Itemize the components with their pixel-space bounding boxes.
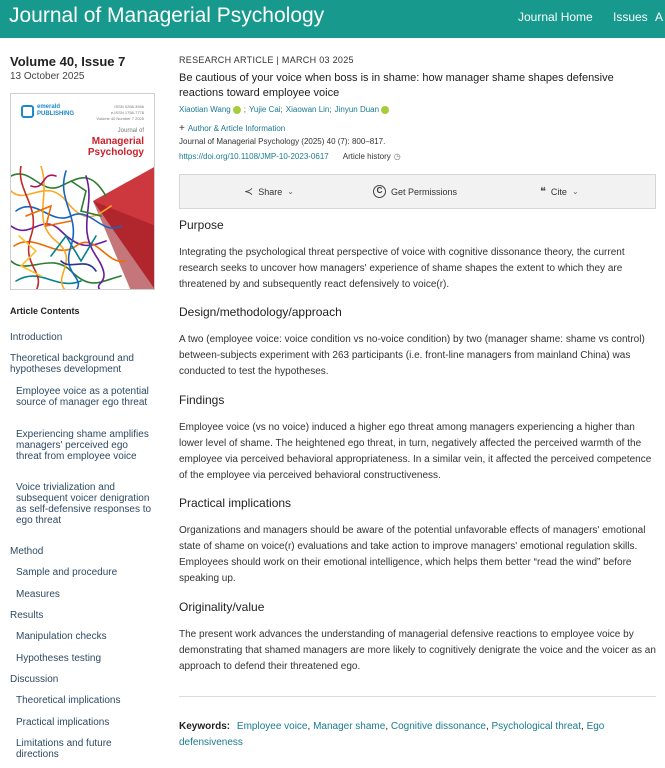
get-permissions-label: Get Permissions [391,186,458,197]
toc-employee-voice-ego-threat[interactable]: Employee voice as a potential source of manager ego threat [16,386,149,408]
keyword-link[interactable]: Ego defensiveness [179,721,605,748]
keywords: Keywords: Employee voice, Manager shame, Cognitive dissonance, Psychological threat, Ego defensiveness [179,721,605,748]
cover-issn-line: Volume 40 Number 7 2025 [96,116,144,121]
plus-icon: + [179,123,185,134]
section-heading-practical: Practical implications [179,496,292,510]
keyword-link[interactable]: Employee voice [236,721,308,732]
cover-brand-sub: PUBLISHING [37,111,75,117]
section-body-findings: Employee voice (vs no voice) induced a higher ego threat among managers experiencing a higher than lower level of shame. The heightened ego threat, in turn, negatively affected the perceived warmth of the employee via perceived behavioral appropriateness. In a similar vein, it affected the perceived competence of the employee via perceived behavioral constructiveness. [179,422,652,481]
keyword-link[interactable]: Cognitive dissonance [390,721,486,732]
author-separator: ; [280,105,283,114]
author-name[interactable]: Yujie Cai [248,105,281,114]
emerald-logo [21,104,74,118]
toc-voice-trivialization[interactable]: Voice trivialization and subsequent voicer denigration as self-defensive responses to ego threat [16,482,152,526]
toc-method[interactable]: Method [10,546,44,557]
cover-issn-line: ISSN 0268-3946 [114,104,144,109]
cover-title-line: Managerial [91,136,144,147]
quote-icon: ❝ [540,186,546,198]
section-body-design: A two (employee voice: voice condition vs no-voice condition) by two (manager shame: shame vs control) between-subjects experiment with 263 participants (i.e. front-line managers from mainland China) was conducted to test the hypotheses. [179,334,645,377]
nav-more[interactable]: A [655,10,664,24]
keywords-label: Keywords: [179,721,231,732]
journal-cover[interactable] [10,93,155,290]
author-name[interactable]: Jinyun Duan [334,105,380,114]
section-body-practical: Organizations and managers should be aware of the potential unfavorable effects of managers' emotional state of shame on voice(r) evaluations and take action to improve managers' emotional regulation skills. Employees should work on their emotional intelligence, which helps them better “read the wind” before speaking up. [179,525,646,584]
issue-date: 13 October 2025 [10,71,85,82]
author-info-toggle[interactable] [179,123,285,134]
toc-theoretical-implications[interactable]: Theoretical implications [16,695,121,706]
citation-line: Journal of Managerial Psychology (2025) 40 (7): 800–817. [179,137,386,146]
share-button[interactable] [244,185,294,198]
author-list [179,105,392,114]
nav-journal-home[interactable]: Journal Home [518,10,593,24]
author-separator: ; [329,105,332,114]
cover-issn [96,104,144,122]
author-info-label: Author & Article Information [187,124,286,133]
share-icon: ≺ [244,186,254,198]
journal-title[interactable]: Journal of Managerial Psychology [9,4,325,27]
copyright-icon: C [373,185,386,198]
author-separator: ; [243,105,246,114]
toc-manipulation-checks[interactable]: Manipulation checks [16,631,107,642]
get-permissions-button[interactable] [373,185,457,198]
article-type-date: RESEARCH ARTICLE | MARCH 03 2025 [179,55,354,65]
section-heading-findings: Findings [179,393,225,407]
issue-volume[interactable]: Volume 40, Issue 7 [10,54,126,69]
section-body-purpose: Integrating the psychological threat perspective of voice with cognitive dissonance theory, the current research seeks to uncover how managers' experience of shame shapes the extent to which they are threatened by and subsequently react defensively to voice(r). [179,247,625,290]
toc-introduction[interactable]: Introduction [10,332,63,343]
history-clock-icon: ◷ [393,152,401,161]
cover-journal-label: Journal of [117,128,144,134]
share-label: Share [258,186,283,197]
article-history-label: Article history [342,152,391,161]
cover-title [88,136,144,158]
author-name[interactable]: Xiaotian Wang [179,105,231,114]
emerald-logo-icon [21,105,34,118]
toc-measures[interactable]: Measures [16,589,60,600]
action-toolbar [179,174,656,209]
toc-results[interactable]: Results [10,610,44,621]
nav-issues[interactable]: Issues [613,10,648,24]
doi-row [179,152,401,161]
section-heading-originality: Originality/value [179,600,265,614]
toc-experiencing-shame[interactable]: Experiencing shame amplifies managers' perceived ego threat from employee voice [16,429,149,462]
toc-sample-procedure[interactable]: Sample and procedure [16,567,118,578]
section-heading-purpose: Purpose [179,218,224,232]
site-header [0,0,665,38]
article-title: Be cautious of your voice when boss is in shame: how manager shame shapes defensive reactions toward employee voice [179,72,614,99]
keyword-link[interactable]: Psychological threat [491,721,582,732]
cite-button[interactable] [540,185,579,198]
cite-label: Cite [550,186,567,197]
toc-discussion[interactable]: Discussion [10,674,59,685]
cover-title-line: Psychology [87,147,144,158]
section-divider [179,696,656,697]
keyword-link[interactable]: Manager shame [313,721,386,732]
cover-issn-line: e-ISSN 1758-7778 [110,110,144,115]
cover-artwork-graphic [11,166,155,290]
chevron-down-icon: ⌄ [287,187,294,196]
orcid-icon[interactable] [233,106,241,114]
chevron-down-icon: ⌄ [571,187,579,196]
section-heading-design: Design/methodology/approach [179,305,342,319]
toc-theoretical-background[interactable]: Theoretical background and hypotheses development [10,353,134,375]
section-body-originality: The present work advances the understanding of managerial defensive reactions to employee voice by demonstrating that shamed managers are more likely to cognitively denigrate the voice and the voicer as an approach to defend their threatened ego. [179,629,656,672]
cover-artwork [11,166,155,290]
doi-link[interactable]: https://doi.org/10.1108/JMP-10-2023-0617 [179,152,329,161]
author-name[interactable]: Xiaowan Lin [285,105,330,114]
toc-practical-implications[interactable]: Practical implications [16,717,110,728]
article-contents-title: Article Contents [10,306,80,316]
article-history-toggle[interactable] [343,152,401,161]
orcid-icon[interactable] [381,106,389,114]
toc-hypotheses-testing[interactable]: Hypotheses testing [16,653,102,664]
toc-limitations[interactable]: Limitations and future directions [16,738,112,760]
cover-brand: emerald [37,104,61,110]
